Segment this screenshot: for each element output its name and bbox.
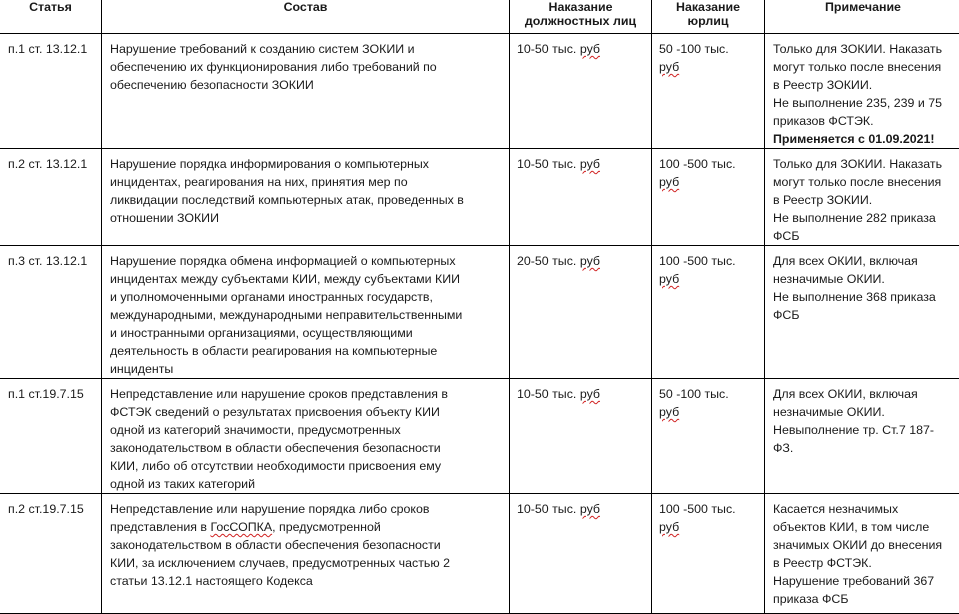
- article-cell: п.1 ст. 13.12.1: [0, 34, 102, 149]
- note-cell: Для всех ОКИИ, включая незначимые ОКИИ. Не выполнение 368 приказа ФСБ: [765, 246, 959, 379]
- content-line-gossopka: представления в ГосСОПКА, предусмотренной: [110, 518, 509, 536]
- header-note: Примечание: [765, 0, 959, 34]
- legal-penalty-cell: 50 -100 тыс. руб: [652, 379, 765, 494]
- table-row: [0, 494, 959, 614]
- note-cell: Касается незначимых объектов КИИ, в том числе значимых ОКИИ до внесения в Реестр ФСТЭК. Нарушение требований 367 приказа ФСБ: [765, 494, 959, 614]
- note-cell: Только для ЗОКИИ. Наказать могут только после внесения в Реестр ЗОКИИ. Не выполнение 235, 239 и 75 приказов ФСТЭК. Применяется с 01.09.2021!: [765, 34, 959, 149]
- header-row: [0, 0, 959, 34]
- officials-penalty-cell: 10-50 тыс. руб: [510, 149, 652, 246]
- table-row: [0, 149, 959, 246]
- header-officials: Наказание должностных лиц: [510, 0, 652, 34]
- officials-penalty-cell: 10-50 тыс. руб: [510, 379, 652, 494]
- header-article: Статья: [0, 0, 102, 34]
- article-cell: п.2 ст. 13.12.1: [0, 149, 102, 246]
- note-cell: Только для ЗОКИИ. Наказать могут только после внесения в Реестр ЗОКИИ. Не выполнение 282 приказа ФСБ: [765, 149, 959, 246]
- table-row: [0, 379, 959, 494]
- table-row: [0, 246, 959, 379]
- officials-penalty-cell: 20-50 тыс. руб: [510, 246, 652, 379]
- table-row: [0, 34, 959, 149]
- legal-penalty-cell: 100 -500 тыс. руб: [652, 246, 765, 379]
- content-cell: Непредставление или нарушение порядка либо сроков представления в ГосСОПКА, предусмотренной законодательством в области обеспечения безопасности КИИ, за исключением случаев, предусмотренных частью 2 статьи 13.12.1 настоящего Кодекса: [102, 494, 510, 614]
- content-cell: Непредставление или нарушение сроков представления в ФСТЭК сведений о результатах присвоения объекту КИИ одной из категорий значимости, предусмотренных законодательством в области обеспечения безопасности КИИ, либо об отсутствии необходимости присвоения ему одной из таких категорий: [102, 379, 510, 494]
- legal-penalty-cell: 100 -500 тыс. руб: [652, 149, 765, 246]
- content-cell: Нарушение порядка информирования о компьютерных инцидентах, реагирования на них, принятия мер по ликвидации последствий компьютерных атак, проведенных в отношении ЗОКИИ: [102, 149, 510, 246]
- article-cell: п.2 ст.19.7.15: [0, 494, 102, 614]
- content-cell: Нарушение требований к созданию систем ЗОКИИ и обеспечению их функционирования либо требований по обеспечению безопасности ЗОКИИ: [102, 34, 510, 149]
- legal-penalty-cell: 100 -500 тыс. руб: [652, 494, 765, 614]
- note-cell: Для всех ОКИИ, включая незначимые ОКИИ. Невыполнение тр. Ст.7 187- ФЗ.: [765, 379, 959, 494]
- content-cell: Нарушение порядка обмена информацией о компьютерных инцидентах между субъектами КИИ, между субъектами КИИ и уполномоченными органами иностранных государств, международными, международными неправительственными и иностранными организациями, осуществляющими деятельность в области реагирования на компьютерные инциденты: [102, 246, 510, 379]
- article-cell: п.3 ст. 13.12.1: [0, 246, 102, 379]
- officials-penalty-cell: 10-50 тыс. руб: [510, 34, 652, 149]
- legal-penalty-cell: 50 -100 тыс. руб: [652, 34, 765, 149]
- header-content: Состав: [102, 0, 510, 34]
- officials-penalty-cell: 10-50 тыс. руб: [510, 494, 652, 614]
- article-cell: п.1 ст.19.7.15: [0, 379, 102, 494]
- header-legal: Наказание юрлиц: [652, 0, 765, 34]
